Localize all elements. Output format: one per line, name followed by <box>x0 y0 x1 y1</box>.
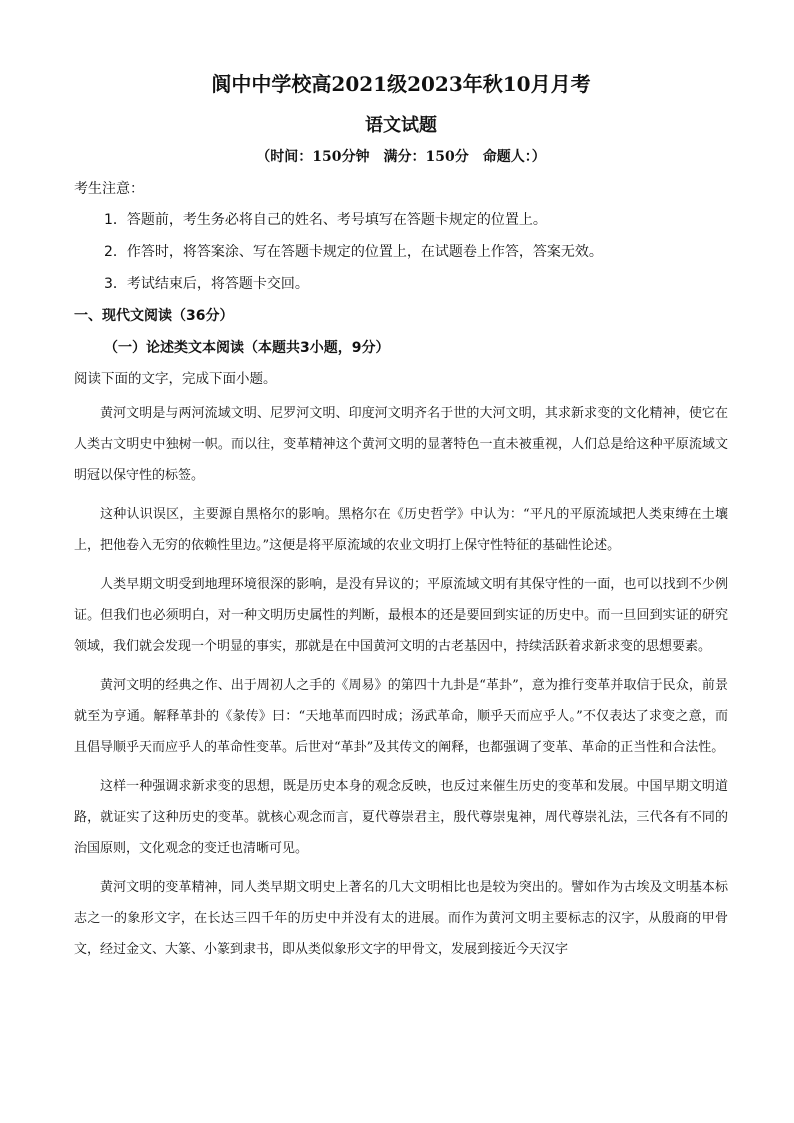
passage-paragraph-4: 黄河文明的经典之作、出于周初人之手的《周易》的第四十九卦是“革卦”，意为推行变革并取信于民众，前景就至为亨通。解释革卦的《彖传》曰：“天地革而四时成；汤武革命，顺乎天而应乎人。”不仅表达了求变之意，而且倡导顺乎天而应乎人的革命性变革。后世对“革卦”及其传文的阐释，也都强调了变革、革命的正当性和合法性。 <box>74 678 728 755</box>
notice-item-1: 1．答题前，考生务必将自己的姓名、考号填写在答题卡规定的位置上。 <box>104 212 547 228</box>
passage-paragraph-3: 人类早期文明受到地理环境很深的影响，是没有异议的；平原流域文明有其保守性的一面，也可以找到不少例证。但我们也必须明白，对一种文明历史属性的判断，最根本的还是要回到实证的历史中。而一旦回到实证的研究领域，我们就会发现一个明显的事实，那就是在中国黄河文明的古老基因中，持续活跃着求新求变的思想要素。 <box>74 577 728 654</box>
notice-item-2: 2．作答时，将答案涂、写在答题卡规定的位置上，在试题卷上作答，答案无效。 <box>104 244 603 260</box>
notice-heading: 考生注意： <box>74 181 144 197</box>
subsection-heading: （一）论述类文本阅读（本题共3小题，9分） <box>104 340 390 356</box>
exam-title: 阆中中学校高2021级2023年秋10月月考 <box>211 72 591 96</box>
notice-item-3: 3．考试结束后，将答题卡交回。 <box>104 276 309 292</box>
exam-subtitle: 语文试题 <box>365 115 437 136</box>
passage-paragraph-5: 这样一种强调求新求变的思想，既是历史本身的观念反映，也反过来催生历史的变革和发展。中国早期文明道路，就证实了这种历史的变革。就核心观念而言，夏代尊崇君主，殷代尊崇鬼神，周代尊崇礼法，三代各有不同的治国原则，文化观念的变迁也清晰可见。 <box>74 779 728 856</box>
section-heading: 一、现代文阅读（36分） <box>74 308 234 324</box>
exam-meta: （时间：150分钟 满分：150分 命题人：） <box>256 149 546 165</box>
passage-paragraph-6: 黄河文明的变革精神，同人类早期文明史上著名的几大文明相比也是较为突出的。譬如作为古埃及文明基本标志之一的象形文字，在长达三四千年的历史中并没有太的进展。而作为黄河文明主要标志的汉字，从殷商的甲骨文，经过金文、大篆、小篆到隶书，即从类似象形文字的甲骨文，发展到接近今天汉字 <box>74 880 728 957</box>
reading-instruction: 阅读下面的文字，完成下面小题。 <box>74 371 277 387</box>
passage-paragraph-2: 这种认识误区，主要源自黑格尔的影响。黑格尔在《历史哲学》中认为：“平凡的平原流域把人类束缚在土壤上，把他卷入无穷的依赖性里边。”这便是将平原流域的农业文明打上保守性特征的基础性论述。 <box>74 507 728 553</box>
passage-paragraph-1: 黄河文明是与两河流域文明、尼罗河文明、印度河文明齐名于世的大河文明，其求新求变的文化精神，使它在人类古文明史中独树一帜。而以往，变革精神这个黄河文明的显著特色一直未被重视，人们总是给这种平原流域文明冠以保守性的标签。 <box>74 406 728 483</box>
